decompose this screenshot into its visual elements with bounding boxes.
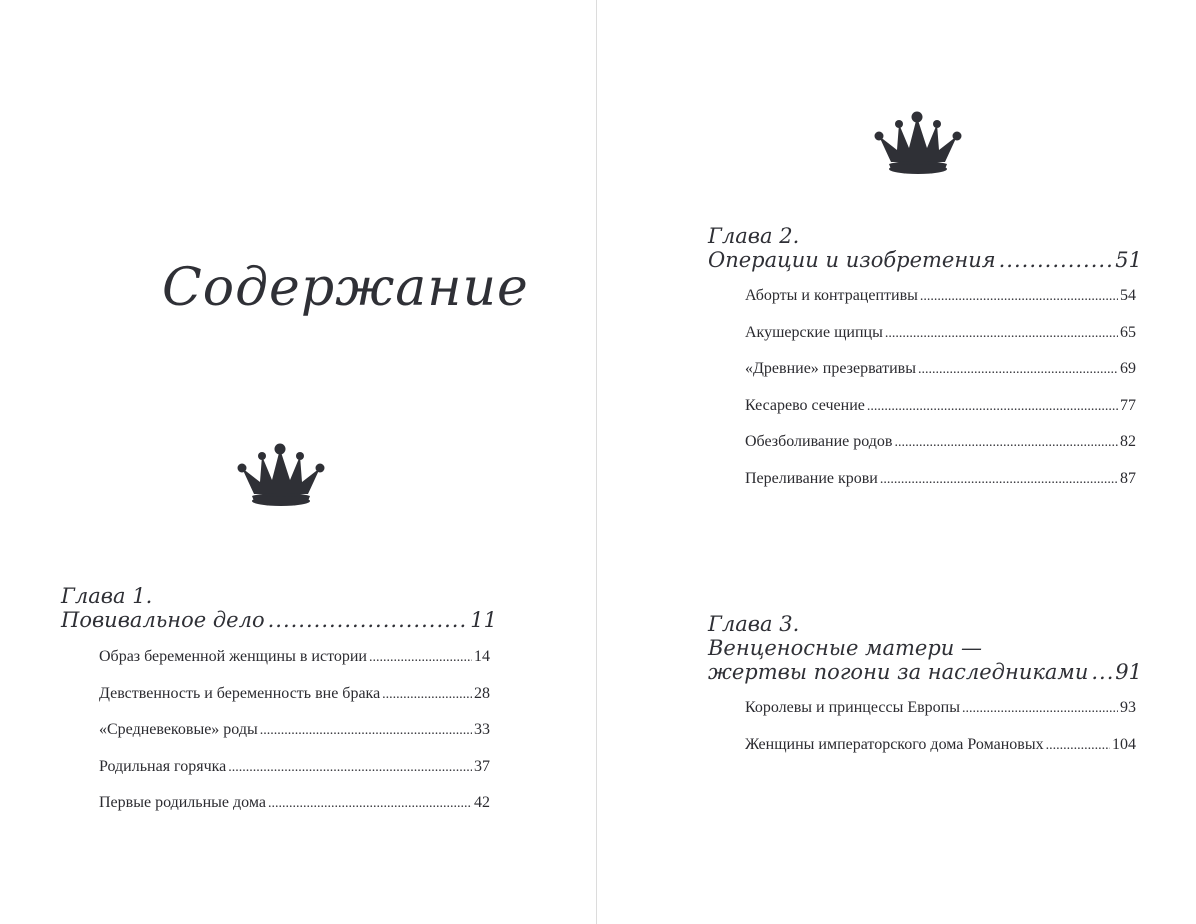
toc-entry-page: 65 <box>1120 323 1136 341</box>
toc-entry-title: Обезболивание родов <box>745 433 893 450</box>
chapter-2-heading <box>708 224 1142 272</box>
chapter-1-toc <box>99 648 490 831</box>
toc-entry-title: «Древние» презервативы <box>745 360 916 377</box>
chapter-3-heading <box>708 612 1142 684</box>
toc-entry[interactable] <box>745 287 1136 324</box>
leader-dots <box>894 435 1118 451</box>
toc-entry-title: Королевы и принцессы Европы <box>745 699 960 716</box>
leader-dots <box>867 399 1118 415</box>
toc-entry-page: 37 <box>474 757 490 775</box>
leader-dots <box>268 796 472 812</box>
leader-dots <box>268 608 468 632</box>
toc-entry-title: Родильная горячка <box>99 757 227 775</box>
toc-entry[interactable] <box>99 794 490 831</box>
toc-entry-title: «Средневековые» роды <box>99 721 258 738</box>
toc-entry-title: Акушерские щипцы <box>745 323 883 341</box>
leader-dots <box>260 723 472 739</box>
toc-entry[interactable] <box>99 685 490 722</box>
toc-entry-title: Переливание крови <box>745 469 878 487</box>
toc-entry-page: 14 <box>474 648 490 665</box>
toc-entry-page: 54 <box>1120 287 1136 304</box>
toc-entry[interactable] <box>745 699 1136 736</box>
toc-entry[interactable] <box>99 648 490 685</box>
crown-icon <box>236 442 326 508</box>
leader-dots <box>880 472 1118 488</box>
toc-entry-title: Девственность и беременность вне брака <box>99 684 381 702</box>
toc-entry-page: 33 <box>474 721 490 738</box>
toc-entry[interactable] <box>745 736 1136 773</box>
toc-entry-title: Первые родильные дома <box>99 794 266 811</box>
leader-dots <box>1046 738 1110 754</box>
toc-entry-page: 77 <box>1120 396 1136 414</box>
chapter-3-label: Глава 3. <box>708 612 800 636</box>
chapter-1-page: 11 <box>470 608 497 632</box>
toc-entry[interactable] <box>99 758 490 795</box>
chapter-3-page: 91 <box>1115 660 1142 684</box>
crown-icon <box>873 110 963 176</box>
left-page <box>0 0 596 924</box>
chapter-3-title-line2: жертвы погони за наследниками <box>708 660 1089 684</box>
leader-dots <box>920 289 1118 305</box>
toc-entry-page: 82 <box>1120 433 1136 450</box>
toc-entry-page: 93 <box>1120 699 1136 716</box>
chapter-2-label: Глава 2. <box>708 224 800 248</box>
toc-entry-page: 87 <box>1120 469 1136 487</box>
leader-dots <box>382 687 472 703</box>
right-page <box>597 0 1196 924</box>
chapter-2-toc <box>745 287 1136 506</box>
toc-entry-title: Образ беременной женщины в истории <box>99 648 367 665</box>
toc-entry[interactable] <box>745 470 1136 507</box>
leader-dots <box>1091 660 1112 684</box>
toc-entry-page: 42 <box>474 794 490 811</box>
toc-entry-title: Аборты и контрацептивы <box>745 287 918 304</box>
toc-entry-page: 69 <box>1120 360 1136 377</box>
leader-dots <box>885 326 1118 342</box>
toc-entry-title: Кесарево сечение <box>745 396 865 414</box>
leader-dots <box>228 760 472 776</box>
toc-entry[interactable] <box>745 360 1136 397</box>
chapter-3-toc <box>745 699 1136 772</box>
chapter-2-title: Операции и изобретения <box>708 248 996 272</box>
toc-entry[interactable] <box>745 397 1136 434</box>
toc-entry-title: Женщины императорского дома Романовых <box>745 735 1044 753</box>
chapter-2-page: 51 <box>1115 248 1142 272</box>
toc-entry[interactable] <box>745 433 1136 470</box>
leader-dots <box>999 248 1113 272</box>
chapter-1-label: Глава 1. <box>61 584 153 608</box>
chapter-3-title-line1: Венценосные матери — <box>708 636 982 660</box>
chapter-1-heading <box>61 584 497 632</box>
leader-dots <box>918 362 1118 378</box>
chapter-1-title: Повивальное дело <box>61 608 265 632</box>
leader-dots <box>369 650 472 666</box>
leader-dots <box>962 701 1118 717</box>
toc-entry-page: 104 <box>1112 735 1136 753</box>
toc-entry-page: 28 <box>474 684 490 702</box>
toc-entry[interactable] <box>99 721 490 758</box>
page-title: Содержание <box>162 258 529 318</box>
toc-entry[interactable] <box>745 324 1136 361</box>
